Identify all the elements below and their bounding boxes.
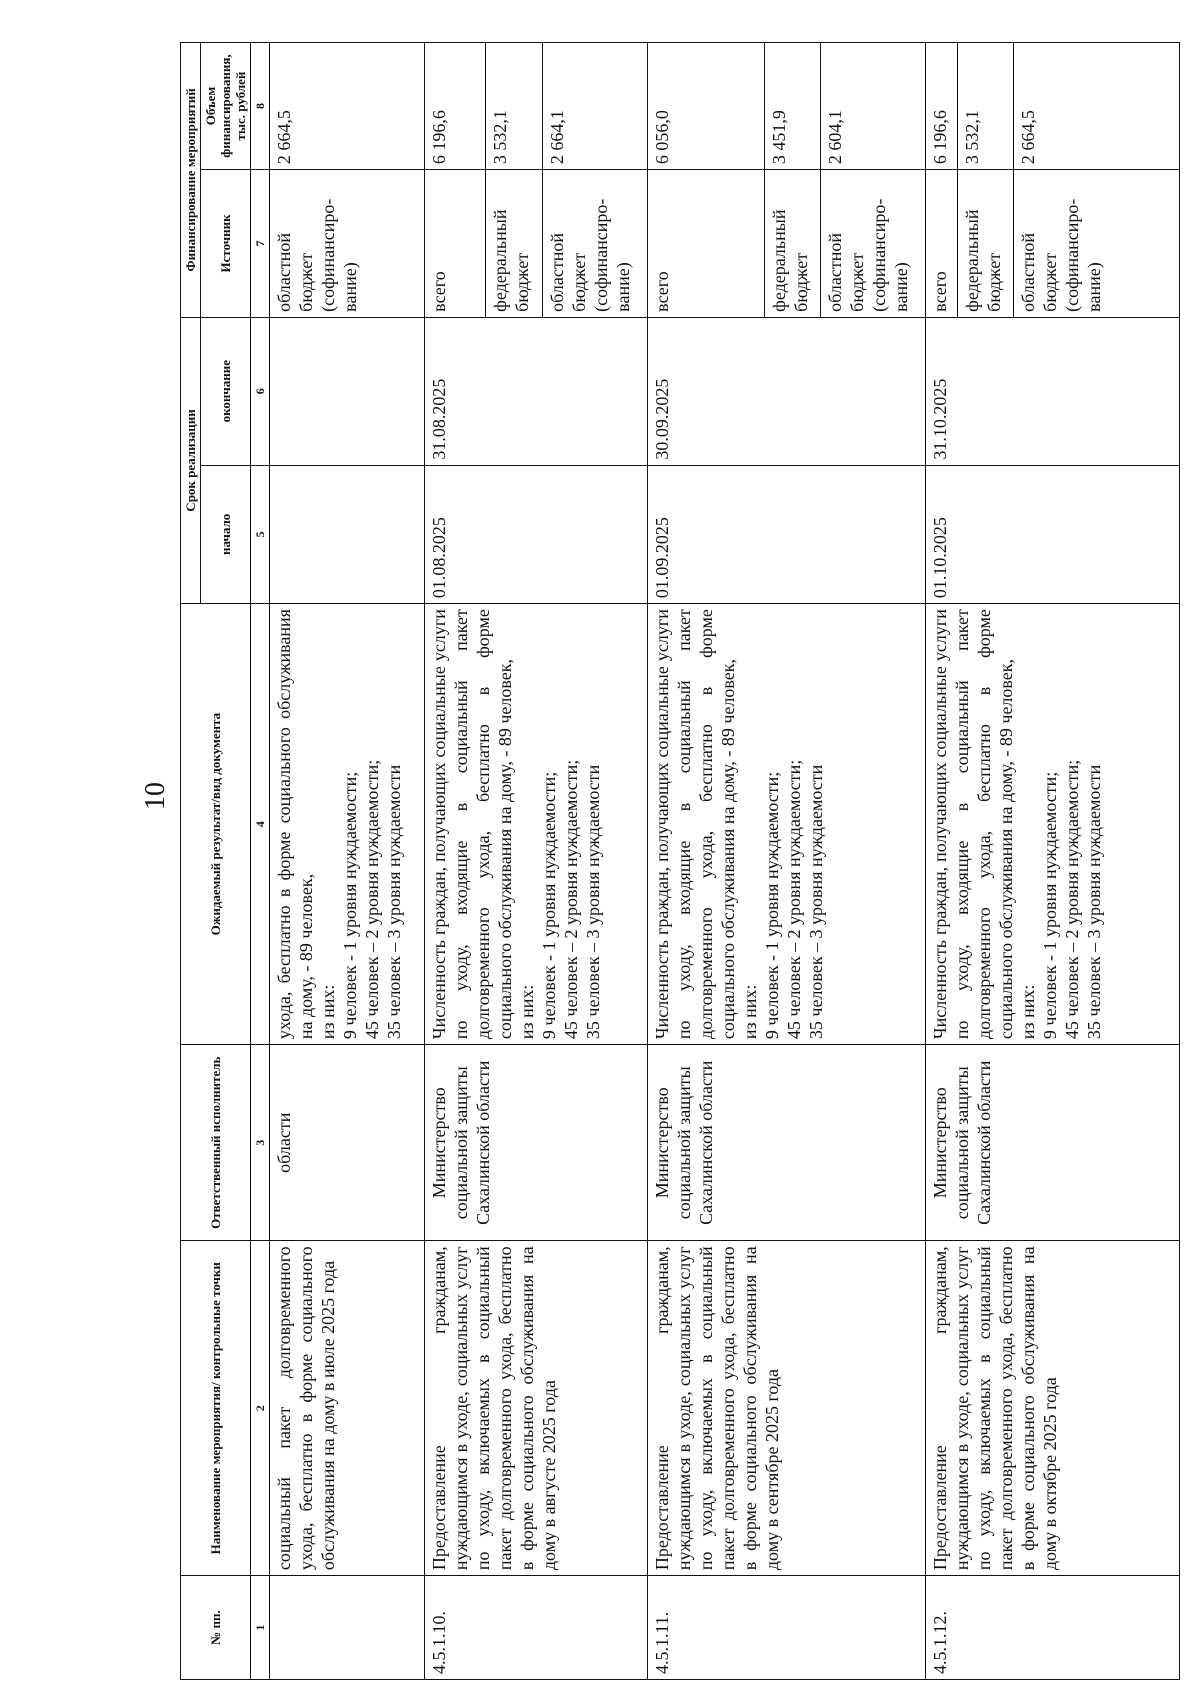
funding-source: федеральный бюджет bbox=[486, 170, 542, 318]
result-line: 9 человек - 1 уровня нуждаемости; bbox=[761, 771, 782, 1040]
header-end: окончание bbox=[201, 317, 251, 465]
rotated-page bbox=[180, 42, 1180, 1680]
result-line: 45 человек – 2 уровня нуждаемости; bbox=[362, 759, 382, 1040]
result-line: 45 человек – 2 уровня нуждаемости; bbox=[1061, 759, 1082, 1040]
funding-source: всего bbox=[647, 170, 764, 318]
header-source: Источник bbox=[201, 170, 251, 318]
result-line: из них: bbox=[1017, 984, 1038, 1040]
result-intro: Численность граждан, получающих социальные услуги по уходу, входящие в социальный пакет долговременного ухода, бесплатно в форме социального обслуживания на дому, - 89 человек, bbox=[428, 609, 515, 1040]
measure-name: Предоставление гражданам, нуждающимся в уходе, социальных услуг по уходу, включаемых в социальный пакет долговременного ухода, бесплатно в форме социального обслуживания на дому в октябре 2025 года bbox=[925, 1241, 1179, 1576]
row-number: 4.5.1.10. bbox=[424, 1576, 647, 1680]
result-line: 35 человек – 3 уровня нуждаемости bbox=[582, 764, 603, 1040]
funding-source: областной бюджет (софинансиро-вание) bbox=[821, 170, 926, 318]
result-line: 35 человек – 3 уровня нуждаемости bbox=[384, 764, 404, 1040]
result-line: 9 человек - 1 уровня нуждаемости; bbox=[340, 771, 360, 1040]
header-executor: Ответственный исполнитель bbox=[181, 1045, 251, 1241]
result-line: 45 человек – 2 уровня нуждаемости; bbox=[783, 759, 804, 1040]
header-term: Срок реализации bbox=[181, 317, 201, 603]
result-line: 35 человек – 3 уровня нуждаемости bbox=[805, 764, 826, 1040]
header-financing: Финансирование мероприятий bbox=[181, 43, 201, 318]
funding-source: федеральный бюджет bbox=[764, 170, 820, 318]
start-date bbox=[270, 465, 425, 604]
col-number: 2 bbox=[251, 1241, 270, 1576]
funding-volume: 2 664,5 bbox=[270, 43, 425, 170]
funding-source: федеральный бюджет bbox=[957, 170, 1013, 318]
expected-result bbox=[424, 604, 647, 1045]
measure-name: социальный пакет долговременного ухода, бесплатно в форме социального обслуживания на дому в июле 2025 года bbox=[270, 1241, 425, 1576]
table-row bbox=[424, 43, 486, 1680]
result-intro: Численность граждан, получающих социальные услуги по уходу, входящие в социальный пакет долговременного ухода, бесплатно в форме социального обслуживания на дому, - 89 человек, bbox=[651, 609, 738, 1040]
table-row bbox=[270, 43, 425, 1680]
col-number: 8 bbox=[251, 43, 270, 170]
funding-volume: 6 196,6 bbox=[925, 43, 957, 170]
executor: Министерство социальной защиты Сахалинской области bbox=[647, 1045, 925, 1241]
measure-name: Предоставление гражданам, нуждающимся в уходе, социальных услуг по уходу, включаемых в социальный пакет долговременного ухода, бесплатно в форме социального обслуживания на дому в августе 2025 года bbox=[424, 1241, 647, 1576]
end-date: 30.09.2025 bbox=[647, 317, 925, 465]
header-volume: Объем финансирования, тыс. рублей bbox=[201, 43, 251, 170]
row-number bbox=[270, 1576, 425, 1680]
funding-volume: 3 451,9 bbox=[764, 43, 820, 170]
result-line: из них: bbox=[516, 984, 537, 1040]
executor: области bbox=[270, 1045, 425, 1241]
col-number: 5 bbox=[251, 465, 270, 604]
funding-volume: 2 604,1 bbox=[821, 43, 926, 170]
header-name: Наименование мероприятия/ контрольные точки bbox=[181, 1241, 251, 1576]
funding-source: всего bbox=[925, 170, 957, 318]
funding-source: областной бюджет (софинансиро-вание) bbox=[542, 170, 647, 318]
row-number: 4.5.1.11. bbox=[647, 1576, 925, 1680]
result-intro: Численность граждан, получающих социальные услуги по уходу, входящие в социальный пакет долговременного ухода, бесплатно в форме социального обслуживания на дому, - 89 человек, bbox=[929, 609, 1016, 1040]
funding-source: областной бюджет (софинансиро-вание) bbox=[1014, 170, 1180, 318]
funding-volume: 3 532,1 bbox=[957, 43, 1013, 170]
end-date: 31.08.2025 bbox=[424, 317, 647, 465]
result-line: из них: bbox=[318, 984, 338, 1040]
funding-volume: 6 056,0 bbox=[647, 43, 764, 170]
col-number: 6 bbox=[251, 317, 270, 465]
funding-volume: 3 532,1 bbox=[486, 43, 542, 170]
funding-source: областной бюджет (софинансиро-вание) bbox=[270, 170, 425, 318]
expected-result bbox=[925, 604, 1179, 1045]
measures-table bbox=[180, 42, 1180, 1680]
header-result: Ожидаемый результат/вид документа bbox=[181, 604, 251, 1045]
end-date bbox=[270, 317, 425, 465]
start-date: 01.08.2025 bbox=[424, 465, 647, 604]
col-number: 3 bbox=[251, 1045, 270, 1241]
result-line: 35 человек – 3 уровня нуждаемости bbox=[1083, 764, 1104, 1040]
page-number: 10 bbox=[140, 782, 171, 810]
start-date: 01.09.2025 bbox=[647, 465, 925, 604]
col-number: 4 bbox=[251, 604, 270, 1045]
row-number: 4.5.1.12. bbox=[925, 1576, 1179, 1680]
measure-name: Предоставление гражданам, нуждающимся в уходе, социальных услуг по уходу, включаемых в социальный пакет долговременного ухода, бесплатно в форме социального обслуживания на дому в сентябре 2025 года bbox=[647, 1241, 925, 1576]
expected-result bbox=[647, 604, 925, 1045]
executor: Министерство социальной защиты Сахалинской области bbox=[424, 1045, 647, 1241]
header-start: начало bbox=[201, 465, 251, 604]
expected-result bbox=[270, 604, 425, 1045]
executor: Министерство социальной защиты Сахалинской области bbox=[925, 1045, 1179, 1241]
funding-volume: 2 664,5 bbox=[1014, 43, 1180, 170]
start-date: 01.10.2025 bbox=[925, 465, 1179, 604]
col-number: 7 bbox=[251, 170, 270, 318]
funding-volume: 2 664,1 bbox=[542, 43, 647, 170]
funding-volume: 6 196,6 bbox=[424, 43, 486, 170]
result-intro: ухода, бесплатно в форме социального обслуживания на дому, - 89 человек, bbox=[274, 609, 316, 1040]
result-line: 9 человек - 1 уровня нуждаемости; bbox=[1039, 771, 1060, 1040]
header-num: № пп. bbox=[181, 1576, 251, 1680]
funding-source: всего bbox=[424, 170, 486, 318]
end-date: 31.10.2025 bbox=[925, 317, 1179, 465]
table-row bbox=[647, 43, 764, 1680]
result-line: 9 человек - 1 уровня нуждаемости; bbox=[538, 771, 559, 1040]
table-row bbox=[925, 43, 957, 1680]
result-line: 45 человек – 2 уровня нуждаемости; bbox=[560, 759, 581, 1040]
col-number: 1 bbox=[251, 1576, 270, 1680]
result-line: из них: bbox=[739, 984, 760, 1040]
